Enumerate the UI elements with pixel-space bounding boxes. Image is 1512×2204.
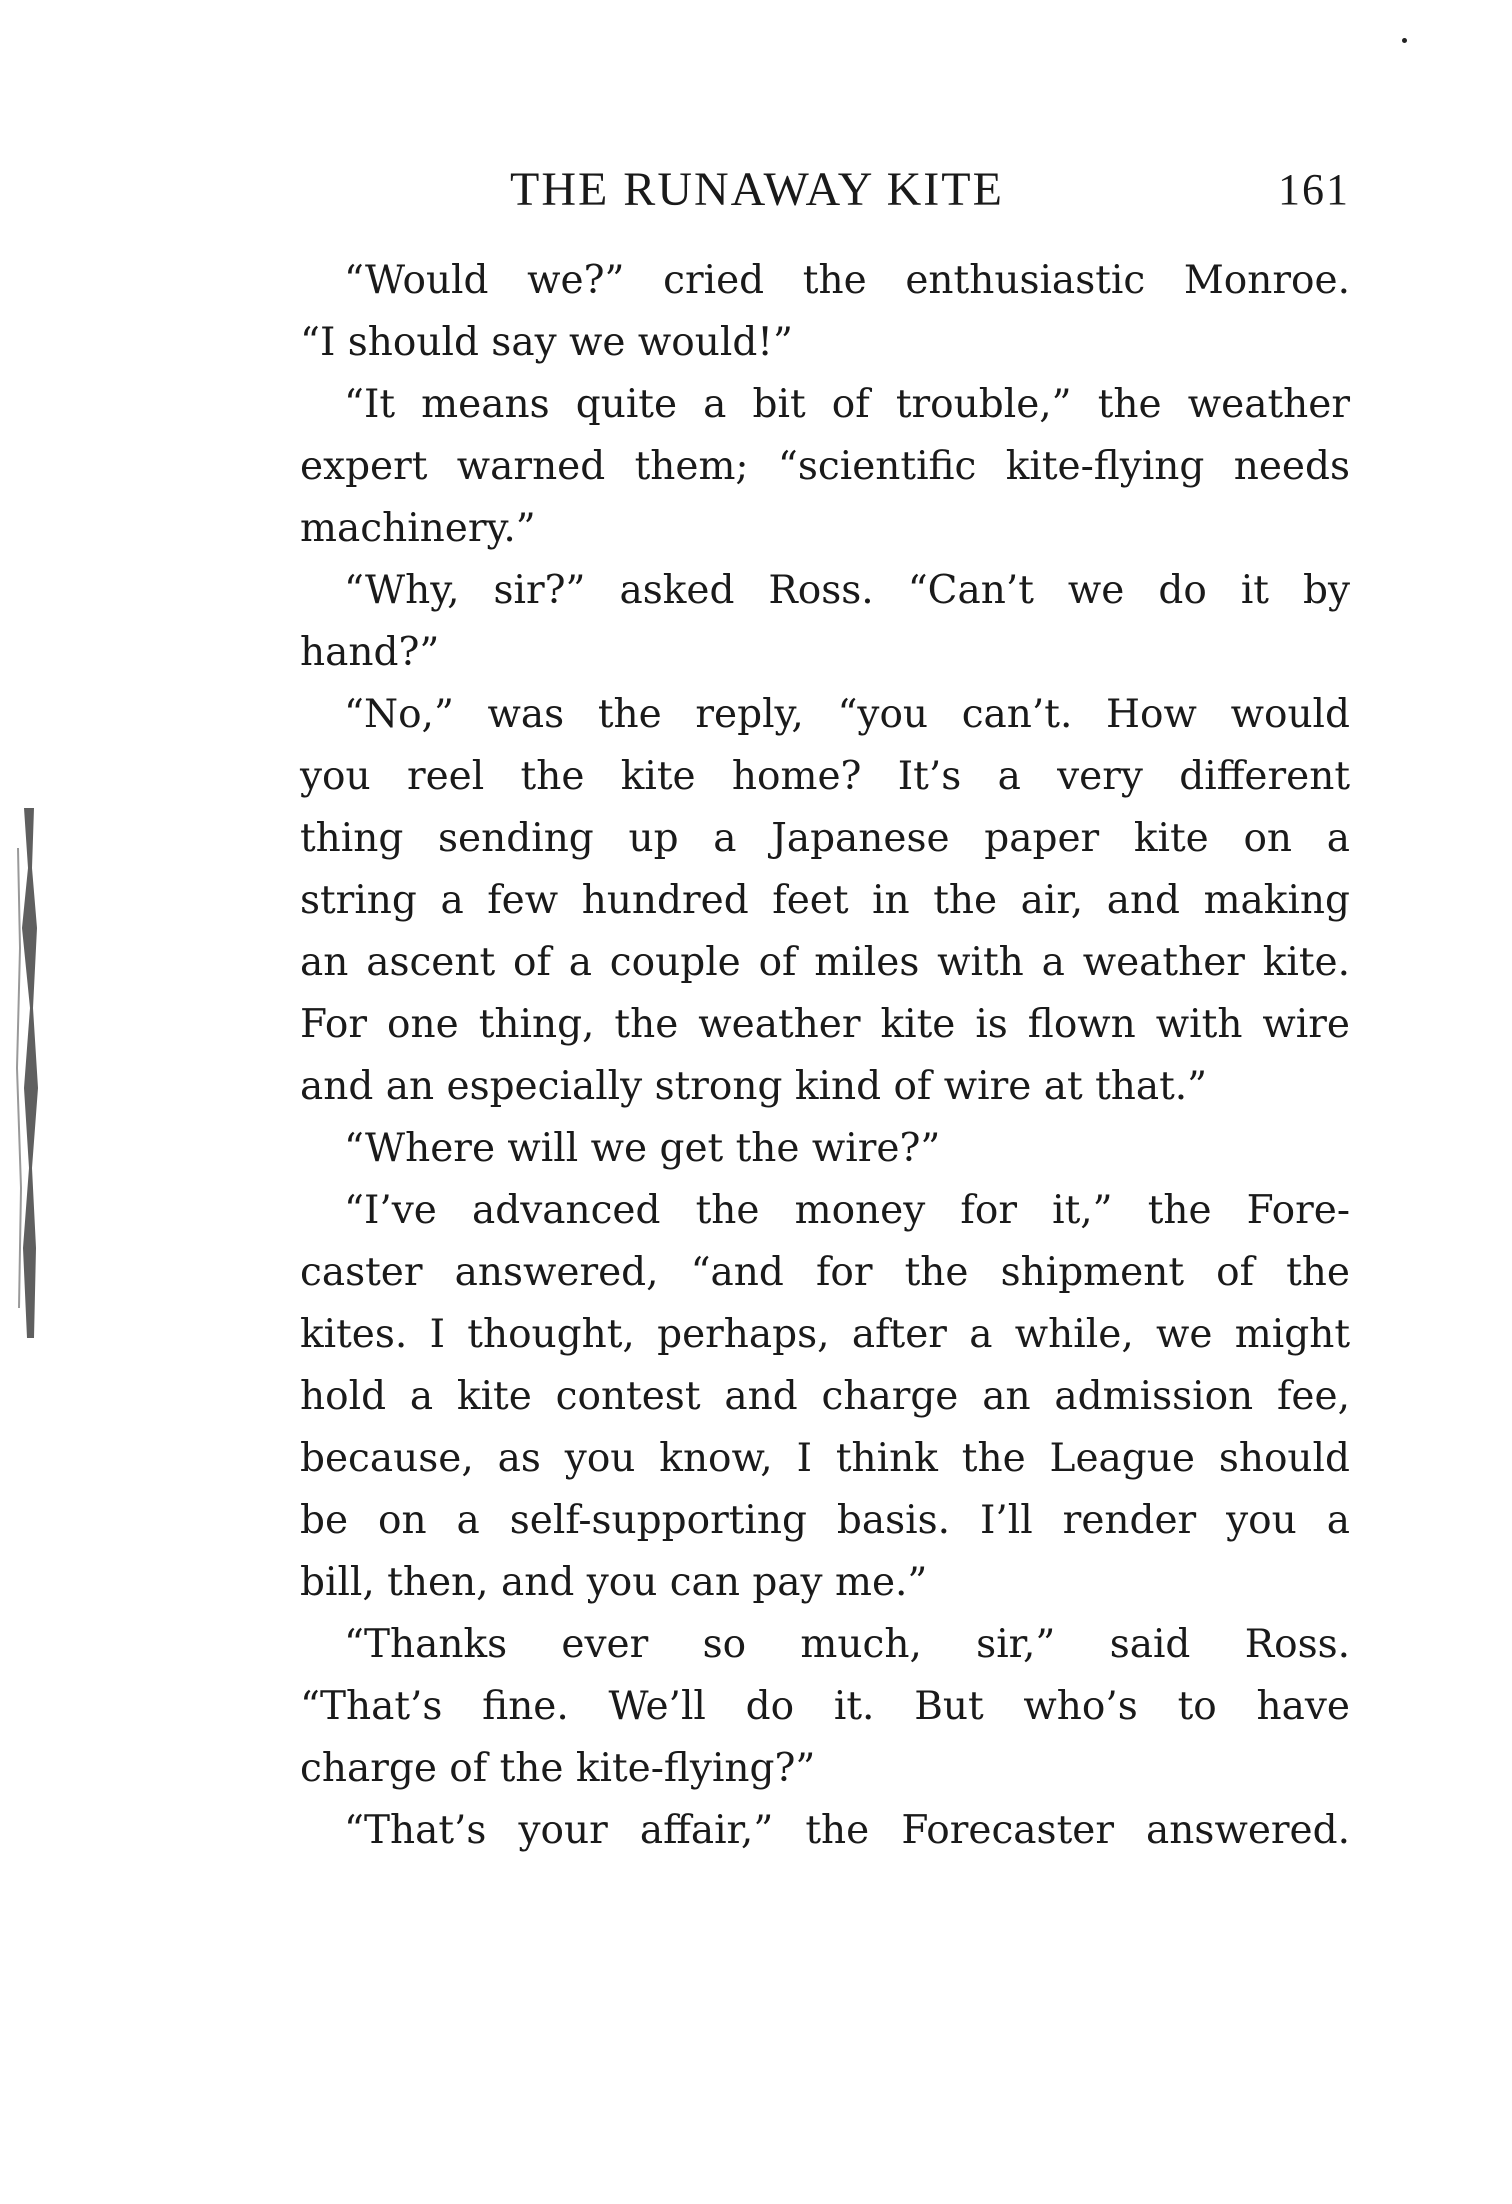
text-line: “Where will we get the wire?”	[344, 1126, 941, 1171]
binding-shadow-mark	[14, 808, 44, 1338]
text-line: be on a self-supporting basis. I’ll render you a	[300, 1498, 1350, 1543]
text-line: “It means quite a bit of trouble,” the weather	[344, 382, 1350, 427]
text-line: and an especially strong kind of wire at that.”	[300, 1064, 1208, 1109]
text-line: “Why, sir?” asked Ross. “Can’t we do it by	[344, 568, 1350, 613]
running-title: THE RUNAWAY KITE	[510, 163, 1004, 216]
text-line: bill, then, and you can pay me.”	[300, 1560, 928, 1605]
text-line: because, as you know, I think the League should	[300, 1436, 1350, 1481]
text-line: kites. I thought, perhaps, after a while, we might	[300, 1312, 1350, 1357]
text-line: an ascent of a couple of miles with a weather kite.	[300, 940, 1350, 985]
page-number: 161	[1278, 165, 1350, 214]
text-line: expert warned them; “scientific kite-flying needs	[300, 444, 1350, 489]
text-line: caster answered, “and for the shipment of the	[300, 1250, 1350, 1295]
text-line: “That’s your affair,” the Forecaster answered.	[344, 1808, 1350, 1853]
text-line: charge of the kite-flying?”	[300, 1746, 816, 1791]
text-line: “I should say we would!”	[300, 320, 793, 365]
text-line: hand?”	[300, 630, 440, 675]
text-line: “Would we?” cried the enthusiastic Monroe.	[344, 258, 1350, 303]
text-line: “Thanks ever so much, sir,” said Ross.	[344, 1622, 1350, 1667]
text-line: “No,” was the reply, “you can’t. How would	[344, 692, 1350, 737]
text-line: machinery.”	[300, 506, 536, 551]
text-line: thing sending up a Japanese paper kite on a	[300, 816, 1350, 861]
text-line: “That’s fine. We’ll do it. But who’s to have	[300, 1684, 1350, 1729]
text-line: “I’ve advanced the money for it,” the Fore-	[344, 1188, 1350, 1233]
text-line: string a few hundred feet in the air, and making	[300, 878, 1350, 923]
text-line: hold a kite contest and charge an admission fee,	[300, 1374, 1350, 1419]
text-line: you reel the kite home? It’s a very different	[300, 754, 1350, 799]
ink-speck	[1402, 38, 1407, 43]
text-line: For one thing, the weather kite is flown with wire	[300, 1002, 1350, 1047]
running-head	[300, 160, 1350, 220]
body-text	[300, 250, 1350, 1862]
